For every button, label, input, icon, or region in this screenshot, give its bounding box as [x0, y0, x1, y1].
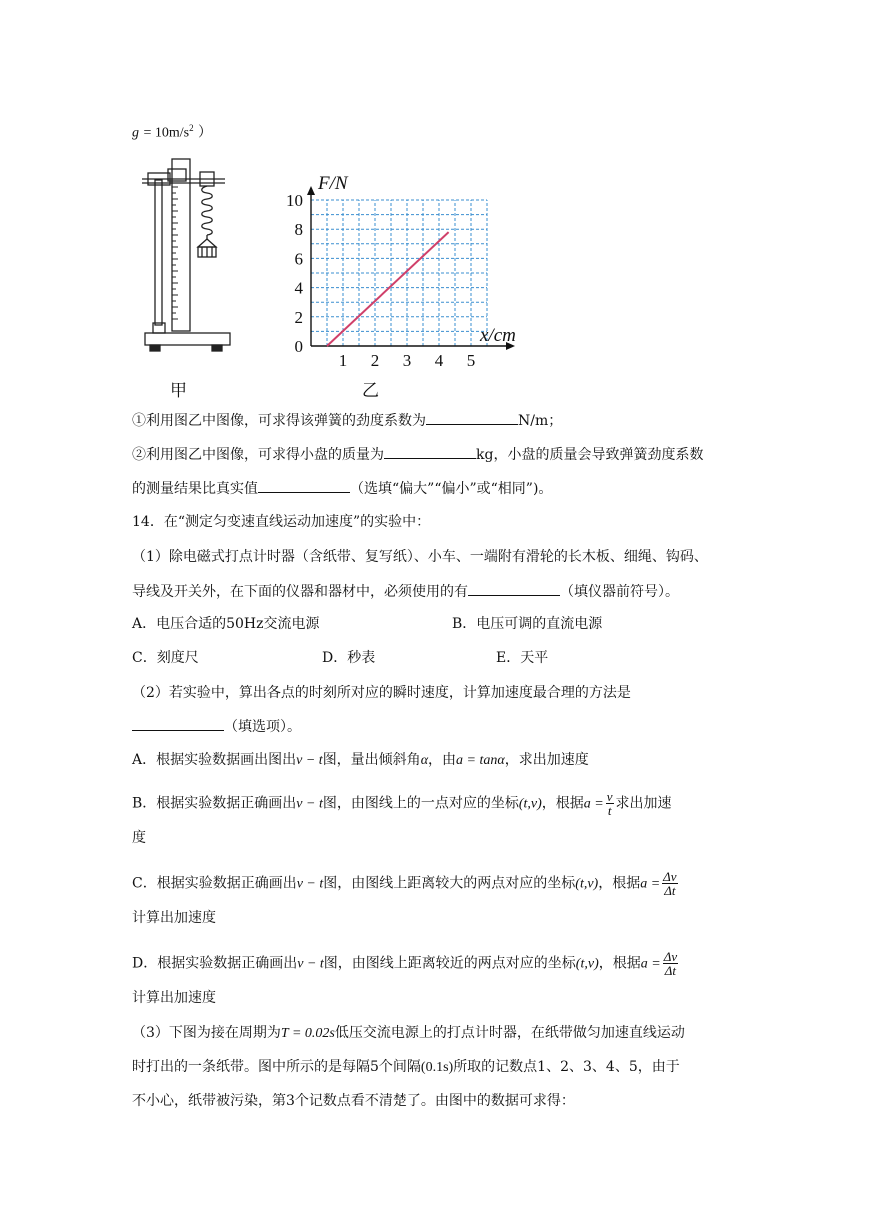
method-b-text-2: 图，由图线上的一点对应的坐标	[322, 795, 519, 812]
coord-symbol: (t,v)	[575, 956, 599, 972]
q14-part3-line2	[132, 1057, 680, 1078]
close-paren: ）	[198, 124, 213, 141]
g-value: = 10m/s	[143, 125, 190, 141]
q-pan-mass-text-2: kg，小盘的质量会导致弹簧劲度系数	[476, 447, 704, 463]
q14-part3-line3: 不小心，纸带被污染，第3个记数点看不清楚了。由图中的数据可求得：	[132, 1093, 575, 1109]
method-d-text: D．根据实验数据正确画出	[132, 955, 298, 972]
q14-part1-line1: （1）除电磁式打点计时器（含纸带、复写纸）、小车、一端附有滑轮的长木板、细绳、钩码、	[132, 549, 708, 565]
unit-text: N/m；	[518, 413, 563, 429]
gravity-formula	[132, 118, 212, 144]
method-c-line2: 计算出加速度	[132, 910, 216, 926]
method-b-text-3: ，根据	[541, 795, 584, 812]
method-a-text-end: ，求出加速度	[504, 752, 589, 768]
q14-part3-text-2: 低压交流电源上的打点计时器，在纸带做匀加速直线运动	[334, 1025, 685, 1041]
q-measurement-bias	[132, 478, 552, 499]
q14-part2-text-end: （填选项）。	[224, 719, 301, 735]
x-tick-label: 4	[434, 351, 444, 370]
method-d	[132, 950, 680, 977]
x-tick-label: 3	[402, 351, 412, 370]
option-e: E．天平	[496, 650, 549, 666]
a-equals: a =	[640, 876, 661, 892]
method-c-text-3: ，根据	[598, 875, 641, 892]
method-b-line2: 度	[132, 830, 146, 846]
q14-part2-line1: （2）若实验中，算出各点的时刻所对应的瞬时速度，计算加速度最合理的方法是	[132, 685, 631, 701]
a-equals: a =	[583, 796, 604, 812]
dv-over-dt-fraction	[662, 870, 677, 897]
answer-blank-method[interactable]	[132, 716, 224, 731]
interval-value: (0.1s)	[420, 1060, 454, 1075]
fraction-denominator: t	[607, 803, 612, 818]
q14-part1-text-end: （填仪器前符号）。	[560, 584, 679, 600]
vt-symbol: v − t	[297, 956, 324, 972]
option-d: D．秒表	[322, 650, 376, 666]
q14-part1-line2	[132, 581, 679, 602]
a-equals: a =	[640, 956, 661, 972]
y-tick-label: 2	[294, 307, 303, 327]
g-exponent: 2	[189, 123, 194, 133]
alpha-symbol: α	[420, 753, 429, 768]
q14-title: 14．在“测定匀变速直线运动加速度”的实验中：	[132, 514, 431, 530]
q14-part3-text-3: 时打出的一条纸带。图中所示的是每隔5个间隔	[132, 1059, 421, 1075]
y-tick-label: 8	[294, 220, 303, 240]
force-extension-graph	[278, 165, 528, 370]
answer-blank-spring-constant[interactable]	[426, 410, 518, 425]
method-d-line2: 计算出加速度	[132, 990, 216, 1006]
method-b-text: B．根据实验数据正确画出	[132, 795, 297, 812]
grid	[311, 200, 487, 346]
y-tick-label: 0	[294, 337, 303, 356]
v-over-t-fraction	[606, 790, 614, 817]
period-formula: T = 0.02s	[280, 1026, 335, 1041]
vt-symbol: v − t	[296, 753, 323, 768]
method-a-text-3: ，由	[428, 752, 457, 768]
spring-stand-apparatus-figure	[140, 155, 235, 360]
option-a: A．电压合适的50Hz交流电源	[132, 616, 320, 632]
q-bias-text-2: （选填“偏大”“偏小”或“相同”)。	[350, 481, 553, 497]
x-tick-label: 5	[466, 351, 476, 370]
x-tick-label: 2	[370, 351, 380, 370]
q-spring-constant-text: ①利用图乙中图像，可求得该弹簧的劲度系数为	[132, 413, 426, 429]
method-d-text-2: 图，由图线上距离较近的两点对应的坐标	[323, 955, 576, 972]
fraction-numerator: Δv	[663, 949, 678, 964]
x-axis-label: x/cm	[480, 325, 516, 346]
q-pan-mass-text: ②利用图乙中图像，可求得小盘的质量为	[132, 447, 384, 463]
method-c-text: C．根据实验数据正确画出	[132, 875, 297, 892]
method-a-text: A．根据实验数据画出图出	[132, 752, 297, 768]
q-bias-text: 的测量结果比真实值	[132, 481, 258, 497]
y-tick-label: 10	[286, 191, 303, 210]
option-c: C．刻度尺	[132, 650, 199, 666]
coord-symbol: (t,v)	[518, 796, 542, 812]
method-a	[132, 750, 589, 771]
fraction-numerator: Δv	[663, 869, 677, 884]
q14-part2-line2	[132, 716, 301, 737]
answer-blank-pan-mass[interactable]	[384, 444, 476, 459]
answer-blank-instruments[interactable]	[468, 581, 560, 596]
caption-yi: 乙	[362, 381, 379, 401]
method-a-text-2: 图，量出倾斜角	[322, 752, 421, 768]
fraction-denominator: Δt	[664, 883, 676, 898]
q-pan-mass	[132, 444, 703, 465]
answer-blank-bias[interactable]	[258, 478, 350, 493]
method-c-text-2: 图，由图线上距离较大的两点对应的坐标	[323, 875, 576, 892]
force-extension-line	[327, 232, 449, 346]
q14-part1-text: 导线及开关外，在下面的仪器和器材中，必须使用的有	[132, 584, 468, 600]
q14-part3-text: （3）下图为接在周期为	[132, 1025, 281, 1041]
y-tick-label: 6	[294, 249, 303, 269]
caption-jia: 甲	[170, 381, 187, 401]
q14-part3-text-4: 所取的记数点1、2、3、4、5，由于	[453, 1059, 680, 1075]
method-b	[132, 790, 672, 817]
y-axis-arrow	[307, 186, 315, 195]
y-tick-label: 4	[294, 278, 303, 298]
dv-over-dt-fraction	[663, 950, 678, 977]
method-d-text-3: ，根据	[598, 955, 641, 972]
method-b-text-end: 求出加速	[615, 795, 672, 812]
q14-part3-line1	[132, 1023, 685, 1044]
q-spring-constant	[132, 410, 562, 431]
vt-symbol: v − t	[296, 796, 323, 812]
g-symbol: g	[132, 125, 139, 141]
vt-symbol: v − t	[296, 876, 324, 892]
tan-formula: a = tanα	[456, 753, 505, 768]
fraction-numerator: v	[606, 789, 613, 804]
x-tick-label: 1	[338, 351, 348, 370]
coord-symbol: (t,v)	[575, 876, 599, 892]
fraction-denominator: Δt	[664, 963, 677, 978]
option-b: B．电压可调的直流电源	[452, 616, 603, 632]
y-axis-label: F/N	[318, 173, 348, 194]
method-c	[132, 870, 680, 897]
